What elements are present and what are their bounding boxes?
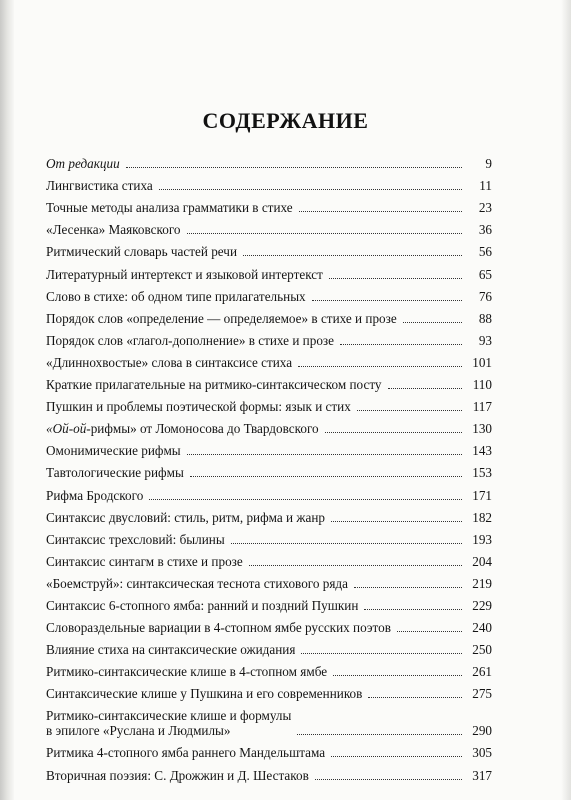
toc-entry-title: Словораздельные вариации в 4-стопном ямбе русских поэтов	[46, 620, 391, 636]
toc-entry-title: «Длиннохвостые» слова в синтаксисе стиха	[46, 354, 293, 370]
toc-entry-page: 101	[472, 354, 492, 370]
toc-entry-page: 250	[472, 642, 492, 658]
dot-leader	[354, 586, 462, 588]
toc-entry[interactable]	[46, 658, 492, 680]
toc-entry-page: 56	[478, 244, 492, 260]
toc-entry[interactable]	[46, 548, 492, 570]
dot-leader	[331, 520, 462, 522]
toc-entry-title: «Лесенка» Маяковского	[46, 222, 181, 238]
toc-entry-page: 317	[472, 767, 492, 783]
toc-entry-page: 11	[479, 178, 492, 194]
toc-entry-title: Ритмико-синтаксические клише в 4-стопном ямбе	[46, 664, 328, 680]
toc-entry-page: 193	[472, 531, 492, 547]
toc-entry[interactable]	[46, 614, 492, 636]
dot-leader	[149, 498, 462, 500]
dot-leader	[243, 254, 462, 256]
toc-entry-title: Синтаксис двусловий: стиль, ритм, рифма и жанр	[46, 509, 326, 525]
toc-entry-page: 88	[478, 310, 492, 326]
toc-entry[interactable]	[46, 526, 492, 548]
dot-leader	[312, 299, 462, 301]
toc-entry-title: Порядок слов «глагол-дополнение» в стихе и прозе	[46, 332, 334, 348]
toc-entry-title: Краткие прилагательные на ритмико-синтаксическом посту	[46, 377, 382, 393]
dot-leader	[315, 778, 462, 780]
toc-entry-page: 261	[472, 664, 492, 680]
dot-leader	[126, 166, 462, 168]
dot-leader	[299, 210, 462, 212]
toc-entry-page: 65	[478, 266, 492, 282]
dot-leader	[403, 321, 462, 323]
toc-entry-title: Влияние стиха на синтаксические ожидания	[46, 642, 296, 658]
dot-leader	[298, 365, 462, 367]
toc-entry-title	[46, 708, 291, 739]
toc-entry[interactable]	[46, 415, 492, 437]
toc-entry[interactable]	[46, 592, 492, 614]
toc-entry[interactable]	[46, 238, 492, 260]
toc-entry-page: 219	[472, 575, 492, 591]
dot-leader	[397, 630, 462, 632]
toc-entry-title: Пушкин и проблемы поэтической формы: язык и стих	[46, 399, 351, 415]
toc-entry[interactable]	[46, 349, 492, 371]
toc-entry[interactable]	[46, 761, 492, 783]
toc-entry[interactable]	[46, 570, 492, 592]
toc-entry-page: 204	[472, 553, 492, 569]
toc-entry-page: 36	[478, 222, 492, 238]
toc-entry-page: 153	[472, 465, 492, 481]
toc-entry-title: Синтаксис синтагм в стихе и прозе	[46, 553, 243, 569]
toc-entry-title: От редакции	[46, 156, 120, 172]
toc-entry-title-line1: Ритмико-синтаксические клише и формулы	[46, 708, 292, 724]
toc-entry[interactable]	[46, 437, 492, 459]
toc-entry-page: 171	[472, 487, 492, 503]
toc-entry[interactable]	[46, 393, 492, 415]
toc-entry[interactable]	[46, 680, 492, 702]
dot-leader	[187, 232, 463, 234]
page-title: СОДЕРЖАНИЕ	[202, 108, 369, 133]
dot-leader	[325, 431, 462, 433]
toc-entry-page: 130	[472, 421, 492, 437]
dot-leader	[329, 277, 462, 279]
toc-entry-page: 110	[472, 377, 492, 393]
toc-entry[interactable]	[46, 739, 492, 761]
toc-entry-page: 117	[472, 399, 492, 415]
toc-entry[interactable]	[46, 636, 492, 658]
toc-entry[interactable]	[46, 327, 492, 349]
toc-entry-title: «Боемструй»: синтаксическая теснота стихового ряда	[46, 575, 348, 591]
toc-entry-title: Слово в стихе: об одном типе прилагательных	[46, 288, 306, 304]
toc-entry-page: 305	[472, 745, 492, 761]
toc-entry-title: Литературный интертекст и языковой интертекст	[46, 266, 323, 282]
toc-entry-page: 23	[478, 200, 492, 216]
toc-entry-title: Ритмический словарь частей речи	[46, 244, 237, 260]
dot-leader	[190, 475, 462, 477]
toc-entry-title: Синтаксические клише у Пушкина и его современников	[46, 686, 363, 702]
toc-entry[interactable]	[46, 702, 492, 739]
toc-entry-page: 229	[472, 597, 492, 613]
dot-leader	[331, 755, 462, 757]
dot-leader	[187, 453, 462, 455]
toc-entry-title: Ритмика 4-стопного ямба раннего Мандельштама	[46, 745, 326, 761]
dot-leader	[159, 188, 462, 190]
toc-entry-page: 182	[472, 509, 492, 525]
toc-entry-title: Лингвистика стиха	[46, 178, 153, 194]
dot-leader	[368, 696, 462, 698]
toc-entry[interactable]	[46, 305, 492, 327]
toc-entry[interactable]	[46, 371, 492, 393]
dot-leader	[357, 409, 462, 411]
toc-entry-page: 93	[478, 332, 492, 348]
dot-leader	[340, 343, 462, 345]
toc-entry-title	[46, 421, 319, 437]
toc-entry-title: Омонимические рифмы	[46, 443, 181, 459]
dot-leader	[297, 733, 462, 735]
toc-entry-page: 275	[472, 686, 492, 702]
table-of-contents	[46, 150, 492, 784]
toc-entry[interactable]	[46, 481, 492, 503]
toc-entry-title: Рифма Бродского	[46, 487, 144, 503]
toc-entry-page: 76	[478, 288, 492, 304]
toc-entry-page: 9	[485, 156, 492, 172]
toc-entry-page: 143	[472, 443, 492, 459]
toc-entry[interactable]	[46, 194, 492, 216]
toc-entry[interactable]	[46, 172, 492, 194]
toc-entry-title: Вторичная поэзия: С. Дрожжин и Д. Шестаков	[46, 767, 309, 783]
toc-entry-title: Порядок слов «определение — определяемое» в стихе и прозе	[46, 310, 397, 326]
toc-entry[interactable]	[46, 283, 492, 305]
toc-entry[interactable]	[46, 260, 492, 282]
toc-entry-title: Синтаксис трехсловий: былины	[46, 531, 225, 547]
dot-leader	[364, 608, 462, 610]
toc-entry[interactable]	[46, 216, 492, 238]
dot-leader	[388, 387, 462, 389]
dot-leader	[301, 652, 462, 654]
toc-entry[interactable]	[46, 504, 492, 526]
toc-entry-title: Тавтологические рифмы	[46, 465, 184, 481]
toc-entry-title: Синтаксис 6-стопного ямба: ранний и поздний Пушкин	[46, 597, 359, 613]
toc-entry-page: 240	[472, 620, 492, 636]
toc-entry-title-line2: в эпилоге «Руслана и Людмилы»	[46, 723, 231, 739]
dot-leader	[333, 674, 462, 676]
toc-entry[interactable]	[46, 150, 492, 172]
toc-entry-title-rest: -рифмы» от Ломоносова до Твардовского	[86, 421, 319, 437]
toc-entry[interactable]	[46, 459, 492, 481]
toc-entry-title-emphasis: «Ой-ой	[46, 421, 87, 437]
dot-leader	[249, 564, 462, 566]
dot-leader	[231, 542, 462, 544]
toc-entry-title: Точные методы анализа грамматики в стихе	[46, 200, 293, 216]
toc-entry-page: 290	[472, 723, 492, 739]
